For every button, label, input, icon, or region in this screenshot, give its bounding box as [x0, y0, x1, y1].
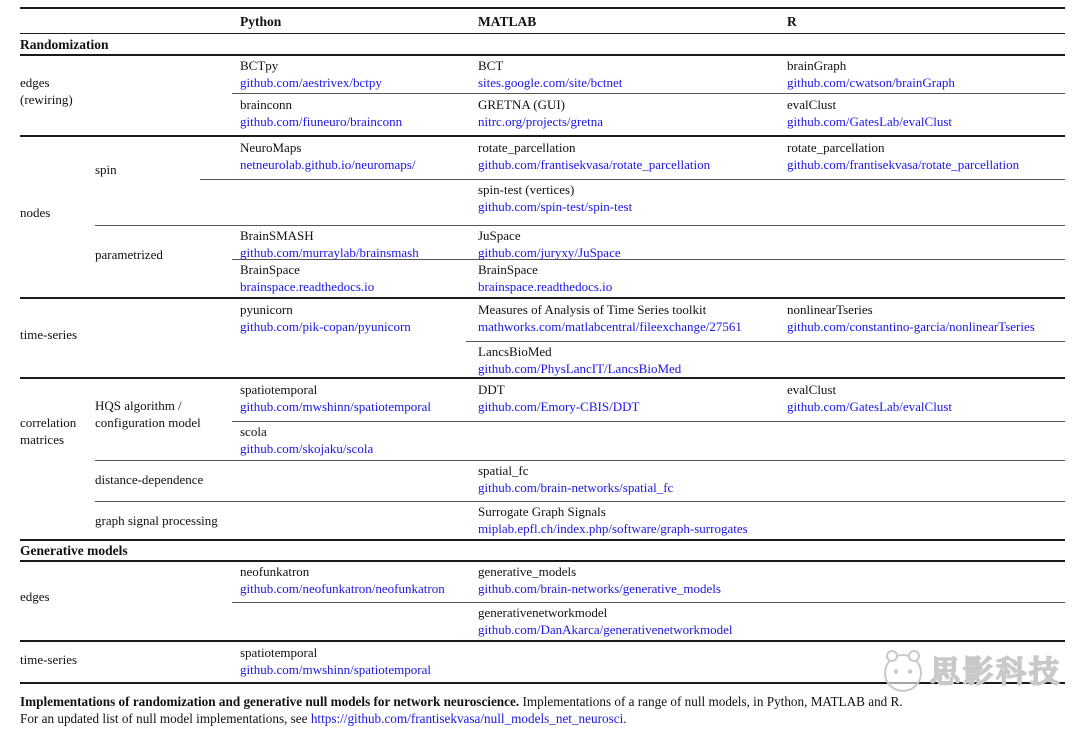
tool-name: generative_models	[478, 564, 577, 579]
category-time-series: time-series	[20, 327, 78, 342]
tool-link[interactable]: github.com/mwshinn/spatiotemporal	[240, 662, 432, 677]
subcategory-distance-dependence: distance-dependence	[95, 472, 204, 487]
caption-text: Implementations of a range of null models, in Python, MATLAB and R.	[519, 694, 903, 709]
tool-link[interactable]: github.com/neofunkatron/neofunkatron	[240, 581, 445, 596]
subcategory-label: configuration model	[95, 415, 201, 430]
watermark-ear-icon	[886, 650, 898, 662]
tool-link[interactable]: sites.google.com/site/bctnet	[478, 75, 623, 90]
tool-name: BCT	[478, 58, 504, 73]
section-title-randomization: Randomization	[20, 37, 109, 52]
tool-cell	[240, 57, 382, 91]
tool-name: rotate_parcellation	[478, 140, 576, 155]
watermark-text: 思影科技	[930, 656, 1062, 689]
caption-text: .	[623, 711, 627, 726]
tool-name: evalClust	[787, 382, 837, 397]
tool-cell	[478, 139, 710, 173]
tool-name: JuSpace	[478, 228, 521, 243]
tool-name: GRETNA (GUI)	[478, 97, 566, 112]
tool-link[interactable]: mathworks.com/matlabcentral/fileexchange/27561	[478, 319, 742, 334]
tool-link[interactable]: github.com/PhysLancIT/LancsBioMed	[478, 361, 682, 376]
tool-link[interactable]: netneurolab.github.io/neuromaps/	[240, 157, 416, 172]
divider	[232, 602, 1065, 603]
tool-cell	[478, 503, 748, 537]
tool-link[interactable]: github.com/skojaku/scola	[240, 441, 374, 456]
tool-name: BCTpy	[240, 58, 279, 73]
divider	[20, 640, 1065, 642]
watermark-ear-icon	[908, 650, 920, 662]
divider	[20, 560, 1065, 562]
tool-cell	[240, 381, 431, 415]
caption-link[interactable]: https://github.com/frantisekvasa/null_models_net_neurosci	[310, 711, 624, 726]
tool-link[interactable]: github.com/GatesLab/evalClust	[787, 399, 952, 414]
tool-name: nonlinearTseries	[787, 302, 873, 317]
tool-cell	[478, 227, 621, 261]
table-caption-line2	[20, 710, 627, 727]
tool-cell	[787, 96, 952, 130]
caption-text: For an updated list of null model implementations, see	[20, 711, 311, 726]
tool-cell	[478, 563, 721, 597]
tool-cell	[478, 462, 673, 496]
tool-name: scola	[240, 424, 267, 439]
tool-name: generativenetworkmodel	[478, 605, 608, 620]
tool-name: brainconn	[240, 97, 292, 112]
column-header-matlab: MATLAB	[478, 14, 537, 29]
watermark-eye-icon	[894, 669, 898, 674]
category-label: (rewiring)	[20, 92, 73, 107]
tool-link[interactable]: github.com/mwshinn/spatiotemporal	[240, 399, 432, 414]
tool-link[interactable]: github.com/brain-networks/spatial_fc	[478, 480, 674, 495]
category-nodes: nodes	[20, 205, 51, 220]
category-edges-rewiring	[20, 74, 73, 108]
tool-name: Surrogate Graph Signals	[478, 504, 606, 519]
subcategory-label: HQS algorithm /	[95, 398, 182, 413]
table-caption-line1	[20, 693, 903, 710]
tool-link[interactable]: github.com/cwatson/brainGraph	[787, 75, 955, 90]
category-generative-edges: edges	[20, 589, 50, 604]
tool-name: spatial_fc	[478, 463, 529, 478]
tool-cell	[478, 96, 603, 130]
tool-link[interactable]: miplab.epfl.ch/index.php/software/graph-surrogates	[478, 521, 748, 536]
tool-cell	[478, 57, 622, 91]
tool-name: BrainSpace	[478, 262, 538, 277]
tool-link[interactable]: github.com/frantisekvasa/rotate_parcellation	[478, 157, 711, 172]
tool-cell	[478, 261, 612, 295]
tool-cell	[240, 644, 431, 678]
tool-link[interactable]: github.com/juryxy/JuSpace	[478, 245, 621, 260]
tool-cell	[478, 301, 742, 335]
divider	[20, 377, 1065, 379]
divider	[20, 7, 1065, 9]
tool-link[interactable]: github.com/brain-networks/generative_models	[478, 581, 721, 596]
tool-cell	[787, 139, 1019, 173]
divider	[95, 501, 1065, 502]
tool-name: DDT	[478, 382, 505, 397]
tool-cell	[787, 301, 1035, 335]
subcategory-hqs-configuration	[95, 397, 201, 431]
tool-link[interactable]: brainspace.readthedocs.io	[478, 279, 613, 294]
column-header-python: Python	[240, 14, 282, 29]
tool-cell	[478, 181, 632, 215]
tool-cell	[787, 57, 955, 91]
tool-name: BrainSpace	[240, 262, 300, 277]
tool-name: pyunicorn	[240, 302, 293, 317]
tool-cell	[478, 343, 681, 377]
subcategory-graph-signal-processing: graph signal processing	[95, 513, 218, 528]
subcategory-parametrized: parametrized	[95, 247, 163, 262]
divider	[20, 297, 1065, 299]
divider	[232, 421, 1065, 422]
tool-cell	[478, 604, 733, 638]
tool-cell	[240, 139, 415, 173]
divider	[200, 179, 1065, 180]
category-correlation-matrices	[20, 414, 76, 448]
tool-cell	[240, 261, 374, 295]
tool-link[interactable]: github.com/Emory-CBIS/DDT	[478, 399, 640, 414]
category-label: correlation	[20, 415, 77, 430]
tool-name: neofunkatron	[240, 564, 310, 579]
tool-name: rotate_parcellation	[787, 140, 885, 155]
tool-cell	[240, 227, 419, 261]
divider	[95, 460, 1065, 461]
tool-link[interactable]: github.com/GatesLab/evalClust	[787, 114, 952, 129]
section-title-generative-models: Generative models	[20, 543, 128, 558]
tool-link[interactable]: github.com/spin-test/spin-test	[478, 199, 633, 214]
tool-cell	[240, 563, 445, 597]
tool-name: spin-test (vertices)	[478, 182, 575, 197]
tool-link[interactable]: github.com/frantisekvasa/rotate_parcellation	[787, 157, 1020, 172]
tool-cell	[240, 423, 373, 457]
caption-bold-title: Implementations of randomization and generative null models for network neuroscience.	[20, 694, 520, 709]
tool-link[interactable]: github.com/aestrivex/bctpy	[240, 75, 382, 90]
tool-link[interactable]: github.com/pik-copan/pyunicorn	[240, 319, 411, 334]
tool-link[interactable]: nitrc.org/projects/gretna	[478, 114, 604, 129]
tool-name: Measures of Analysis of Time Series toolkit	[478, 302, 707, 317]
tool-link[interactable]: github.com/fiuneuro/brainconn	[240, 114, 403, 129]
divider	[232, 93, 1065, 94]
tool-name: LancsBioMed	[478, 344, 552, 359]
tool-link[interactable]: github.com/DanAkarca/generativenetworkmodel	[478, 622, 733, 637]
tool-link[interactable]: github.com/constantino-garcia/nonlinearTseries	[787, 319, 1035, 334]
divider	[20, 54, 1065, 56]
tool-link[interactable]: brainspace.readthedocs.io	[240, 279, 375, 294]
tool-cell	[240, 301, 411, 335]
watermark-logo-icon	[884, 654, 922, 692]
tool-name: spatiotemporal	[240, 382, 318, 397]
tool-cell	[240, 96, 402, 130]
category-label: edges	[20, 75, 50, 90]
category-generative-time-series: time-series	[20, 652, 78, 667]
tool-name: brainGraph	[787, 58, 847, 73]
divider	[20, 135, 1065, 137]
tool-name: evalClust	[787, 97, 837, 112]
watermark-eye-icon	[908, 669, 912, 674]
tool-cell	[787, 381, 952, 415]
divider	[20, 539, 1065, 541]
column-header-r: R	[787, 14, 797, 29]
category-label: matrices	[20, 432, 65, 447]
tool-cell	[478, 381, 639, 415]
tool-name: BrainSMASH	[240, 228, 314, 243]
tool-link[interactable]: github.com/murraylab/brainsmash	[240, 245, 419, 260]
divider	[95, 225, 1065, 226]
tool-name: NeuroMaps	[240, 140, 302, 155]
watermark	[884, 654, 1062, 692]
subcategory-spin: spin	[95, 162, 117, 177]
tool-name: spatiotemporal	[240, 645, 318, 660]
divider	[20, 33, 1065, 34]
divider	[466, 341, 1065, 342]
